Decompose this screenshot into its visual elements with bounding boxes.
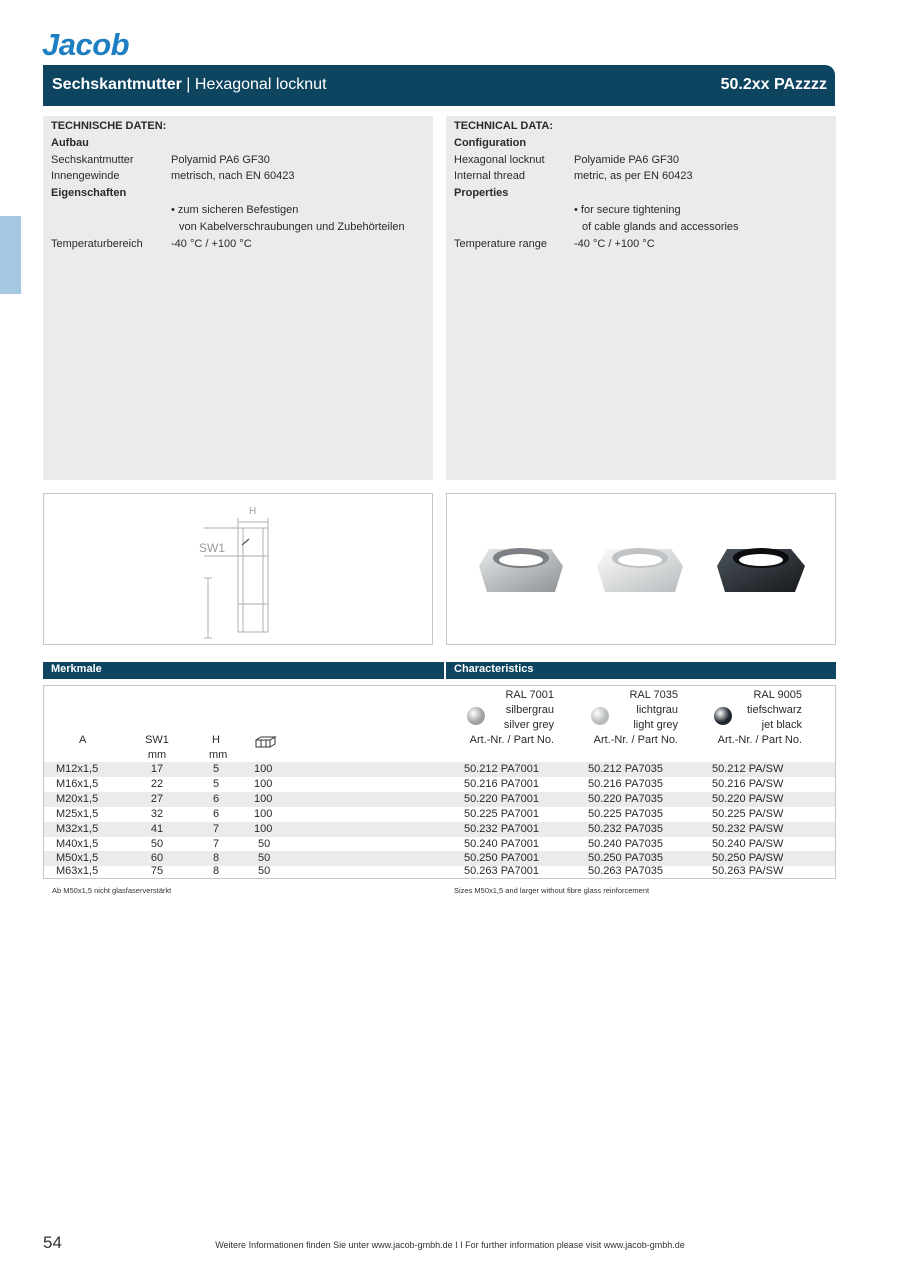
part-table	[43, 685, 836, 879]
properties-heading: Properties	[454, 187, 509, 200]
title-de: Sechskantmutter	[52, 76, 182, 93]
table-row: M12x1,5 17 5 100 50.212 PA7001 50.212 PA7035 50.212 PA/SW	[44, 762, 835, 777]
color-swatch	[714, 707, 732, 725]
column-header-h: H mm	[209, 734, 228, 761]
title-en: | Hexagonal locknut	[186, 76, 327, 93]
locknut-photo	[447, 494, 835, 644]
product-photo	[446, 493, 836, 645]
spec-row: Internal thread metric, as per EN 60423	[454, 170, 693, 183]
property-bullet-cont: von Kabelverschraubungen und Zubehörteilen	[179, 220, 405, 233]
package-icon	[255, 736, 277, 748]
column-header-sw1: SW1 mm	[145, 734, 169, 761]
section-bar-characteristics: Characteristics	[446, 662, 836, 679]
table-row: M40x1,5 50 7 50 50.240 PA7001 50.240 PA7035 50.240 PA/SW	[56, 838, 784, 850]
color-header: RAL 7001 silbergrau silver grey Art.-Nr. / Part No.	[469, 689, 554, 746]
product-code: 50.2xx PAzzzz	[720, 76, 827, 93]
nut-silver-grey	[479, 548, 563, 592]
section-bar-merkmale: Merkmale	[43, 662, 444, 679]
color-header: RAL 7035 lichtgrau light grey Art.-Nr. / Part No.	[593, 689, 678, 746]
title-bar	[43, 65, 835, 106]
tech-heading: TECHNICAL DATA:	[454, 120, 553, 132]
temperature-row: Temperaturbereich -40 °C / +100 °C	[51, 237, 252, 250]
table-row: M32x1,5 41 7 100 50.232 PA7001 50.232 PA7035 50.232 PA/SW	[44, 822, 835, 837]
locknut-drawing	[44, 494, 432, 644]
config-heading: Configuration	[454, 136, 527, 149]
page-number: 54	[43, 1233, 62, 1252]
nut-light-grey	[597, 548, 683, 592]
jacob-logo: Jacob	[42, 27, 130, 62]
property-bullet: • zum sicheren Befestigen	[171, 203, 299, 216]
table-row: M50x1,5 60 8 50 50.250 PA7001 50.250 PA7035 50.250 PA/SW	[44, 851, 835, 866]
table-row: M63x1,5 75 8 50 50.263 PA7001 50.263 PA7035 50.263 PA/SW	[56, 865, 784, 877]
table-row: M16x1,5 22 5 100 50.216 PA7001 50.216 PA7035 50.216 PA/SW	[56, 778, 784, 790]
side-tab-marker	[0, 216, 21, 294]
spec-row: Innengewinde metrisch, nach EN 60423	[51, 170, 295, 183]
color-header: RAL 9005 tiefschwarz jet black Art.-Nr. / Part No.	[717, 689, 802, 746]
property-bullet: • for secure tightening	[574, 203, 681, 216]
page-title	[52, 76, 327, 94]
dim-label-h: H	[249, 506, 257, 517]
technical-data-de	[43, 116, 433, 480]
table-row: M20x1,5 27 6 100 50.220 PA7001 50.220 PA7035 50.220 PA/SW	[44, 792, 835, 807]
temperature-row: Temperature range -40 °C / +100 °C	[454, 237, 655, 250]
spec-row: Hexagonal locknut Polyamide PA6 GF30	[454, 153, 679, 166]
color-swatch	[467, 707, 485, 725]
dim-label-sw: SW1	[199, 541, 226, 555]
spec-row: Sechskantmutter Polyamid PA6 GF30	[51, 153, 270, 166]
tech-heading: TECHNISCHE DATEN:	[51, 120, 167, 132]
properties-heading: Eigenschaften	[51, 187, 127, 200]
color-swatch	[591, 707, 609, 725]
technical-data-en	[446, 116, 836, 480]
footnote-en: Sizes M50x1,5 and larger without fibre glass reinforcement	[454, 886, 650, 895]
footnote-de: Ab M50x1,5 nicht glasfaserverstärkt	[52, 886, 172, 895]
table-row: M25x1,5 32 6 100 50.225 PA7001 50.225 PA7035 50.225 PA/SW	[56, 808, 784, 820]
property-bullet-cont: of cable glands and accessories	[582, 220, 739, 233]
config-heading: Aufbau	[51, 136, 89, 149]
technical-drawing	[43, 493, 433, 645]
nut-jet-black	[717, 548, 805, 592]
column-header-a: A	[79, 734, 87, 746]
footer-text: Weitere Informationen finden Sie unter www.jacob-gmbh.de I I For further information please visit www.jacob-gmbh.de	[215, 1240, 685, 1250]
